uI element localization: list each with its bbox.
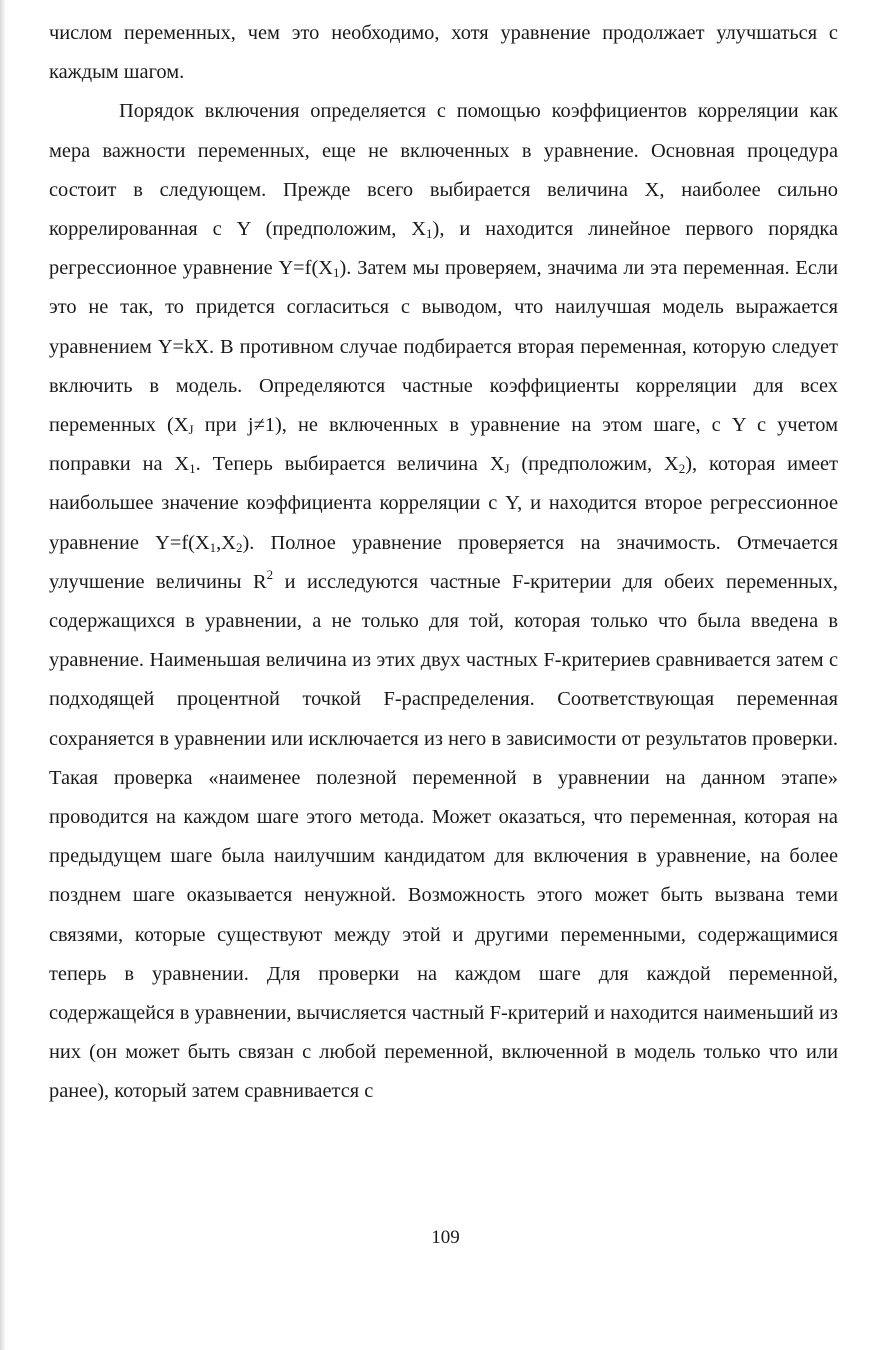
subscript: 1 bbox=[426, 226, 433, 242]
page-number: 109 bbox=[431, 1227, 460, 1248]
text-run: и исследуются частные F-критерии для обеих переменных, содержащихся в уравнении, а не только для той, которая только что была введена в уравнение. Наименьшая величина из этих двух частных F-критериев сравнивается затем с подходящей процентной точкой F-распределения. Соответствующая переменная сохраняется в уравнении или исключается из него в зависимости от результатов проверки. Такая проверка «наименее полезной переменной в уравнении на данном этапе» проводится на каждом шаге этого метода. Может оказаться, что переменная, которая на предыдущем шаге была наилучшим кандидатом для включения в уравнение, на более позднем шаге оказывается ненужной. Возможность этого может быть вызвана теми связями, которые существуют между этой и другими переменными, содержащимися теперь в уравнении. Для проверки на каждом шаге для каждой переменной, содержащейся в уравнении, вычисляется частный F-критерий и находится наименьший из них (он может быть связан с любой переменной, включенной в модель только что или ранее), который затем сравнивается с bbox=[49, 570, 838, 1103]
subscript: 2 bbox=[235, 539, 243, 555]
text-run: ). Затем мы проверяем, значима ли эта переменная. Если это не так, то придется согласиться с выводом, что наилучшая модель выражается уравнением Y=kX. В противном случае подбирается вторая переменная, которую следует включить в модель. Определяются частные коэффициенты корреляции для всех переменных (X bbox=[49, 257, 838, 437]
subscript: 1 bbox=[189, 461, 196, 477]
body-text bbox=[49, 14, 838, 1112]
text-run: при j≠1), не включенных в уравнение на этом шаге, с Y с учетом поправки на X bbox=[49, 414, 839, 476]
text-run: (предположим, X bbox=[509, 453, 679, 476]
main-paragraph bbox=[49, 92, 838, 1111]
subscript: 1 bbox=[332, 265, 340, 281]
continuation-paragraph: числом переменных, чем это необходимо, хотя уравнение продолжает улучшаться с каждым шагом. bbox=[49, 22, 838, 84]
text-run: ). Полное уравнение проверяется на значимость. Отмечается улучшение величины R bbox=[49, 531, 838, 593]
subscript: 2 bbox=[678, 461, 686, 477]
superscript: 2 bbox=[266, 566, 274, 582]
subscript: J bbox=[504, 461, 510, 477]
text-run: . Теперь выбирается величина X bbox=[195, 453, 505, 476]
text-run: ,X bbox=[216, 531, 236, 554]
text-run: Порядок включения определяется с помощью коэффициентов корреляции как мера важности переменных, еще не включенных в уравнение. Основная процедура состоит в следующем. Прежде всего выбирается величина X, наиболее сильно коррелированная с Y (предположим, X bbox=[49, 100, 838, 241]
text-run: ), которая имеет наибольшее значение коэффициента корреляции с Y, и находится второе регрессионное уравнение Y=f(X bbox=[49, 453, 838, 554]
text-run: ), и находится линейное первого порядка регрессионное уравнение Y=f(X bbox=[49, 218, 838, 280]
subscript: J bbox=[188, 422, 194, 438]
page-edge-shadow bbox=[0, 0, 6, 1350]
subscript: 1 bbox=[209, 539, 217, 555]
